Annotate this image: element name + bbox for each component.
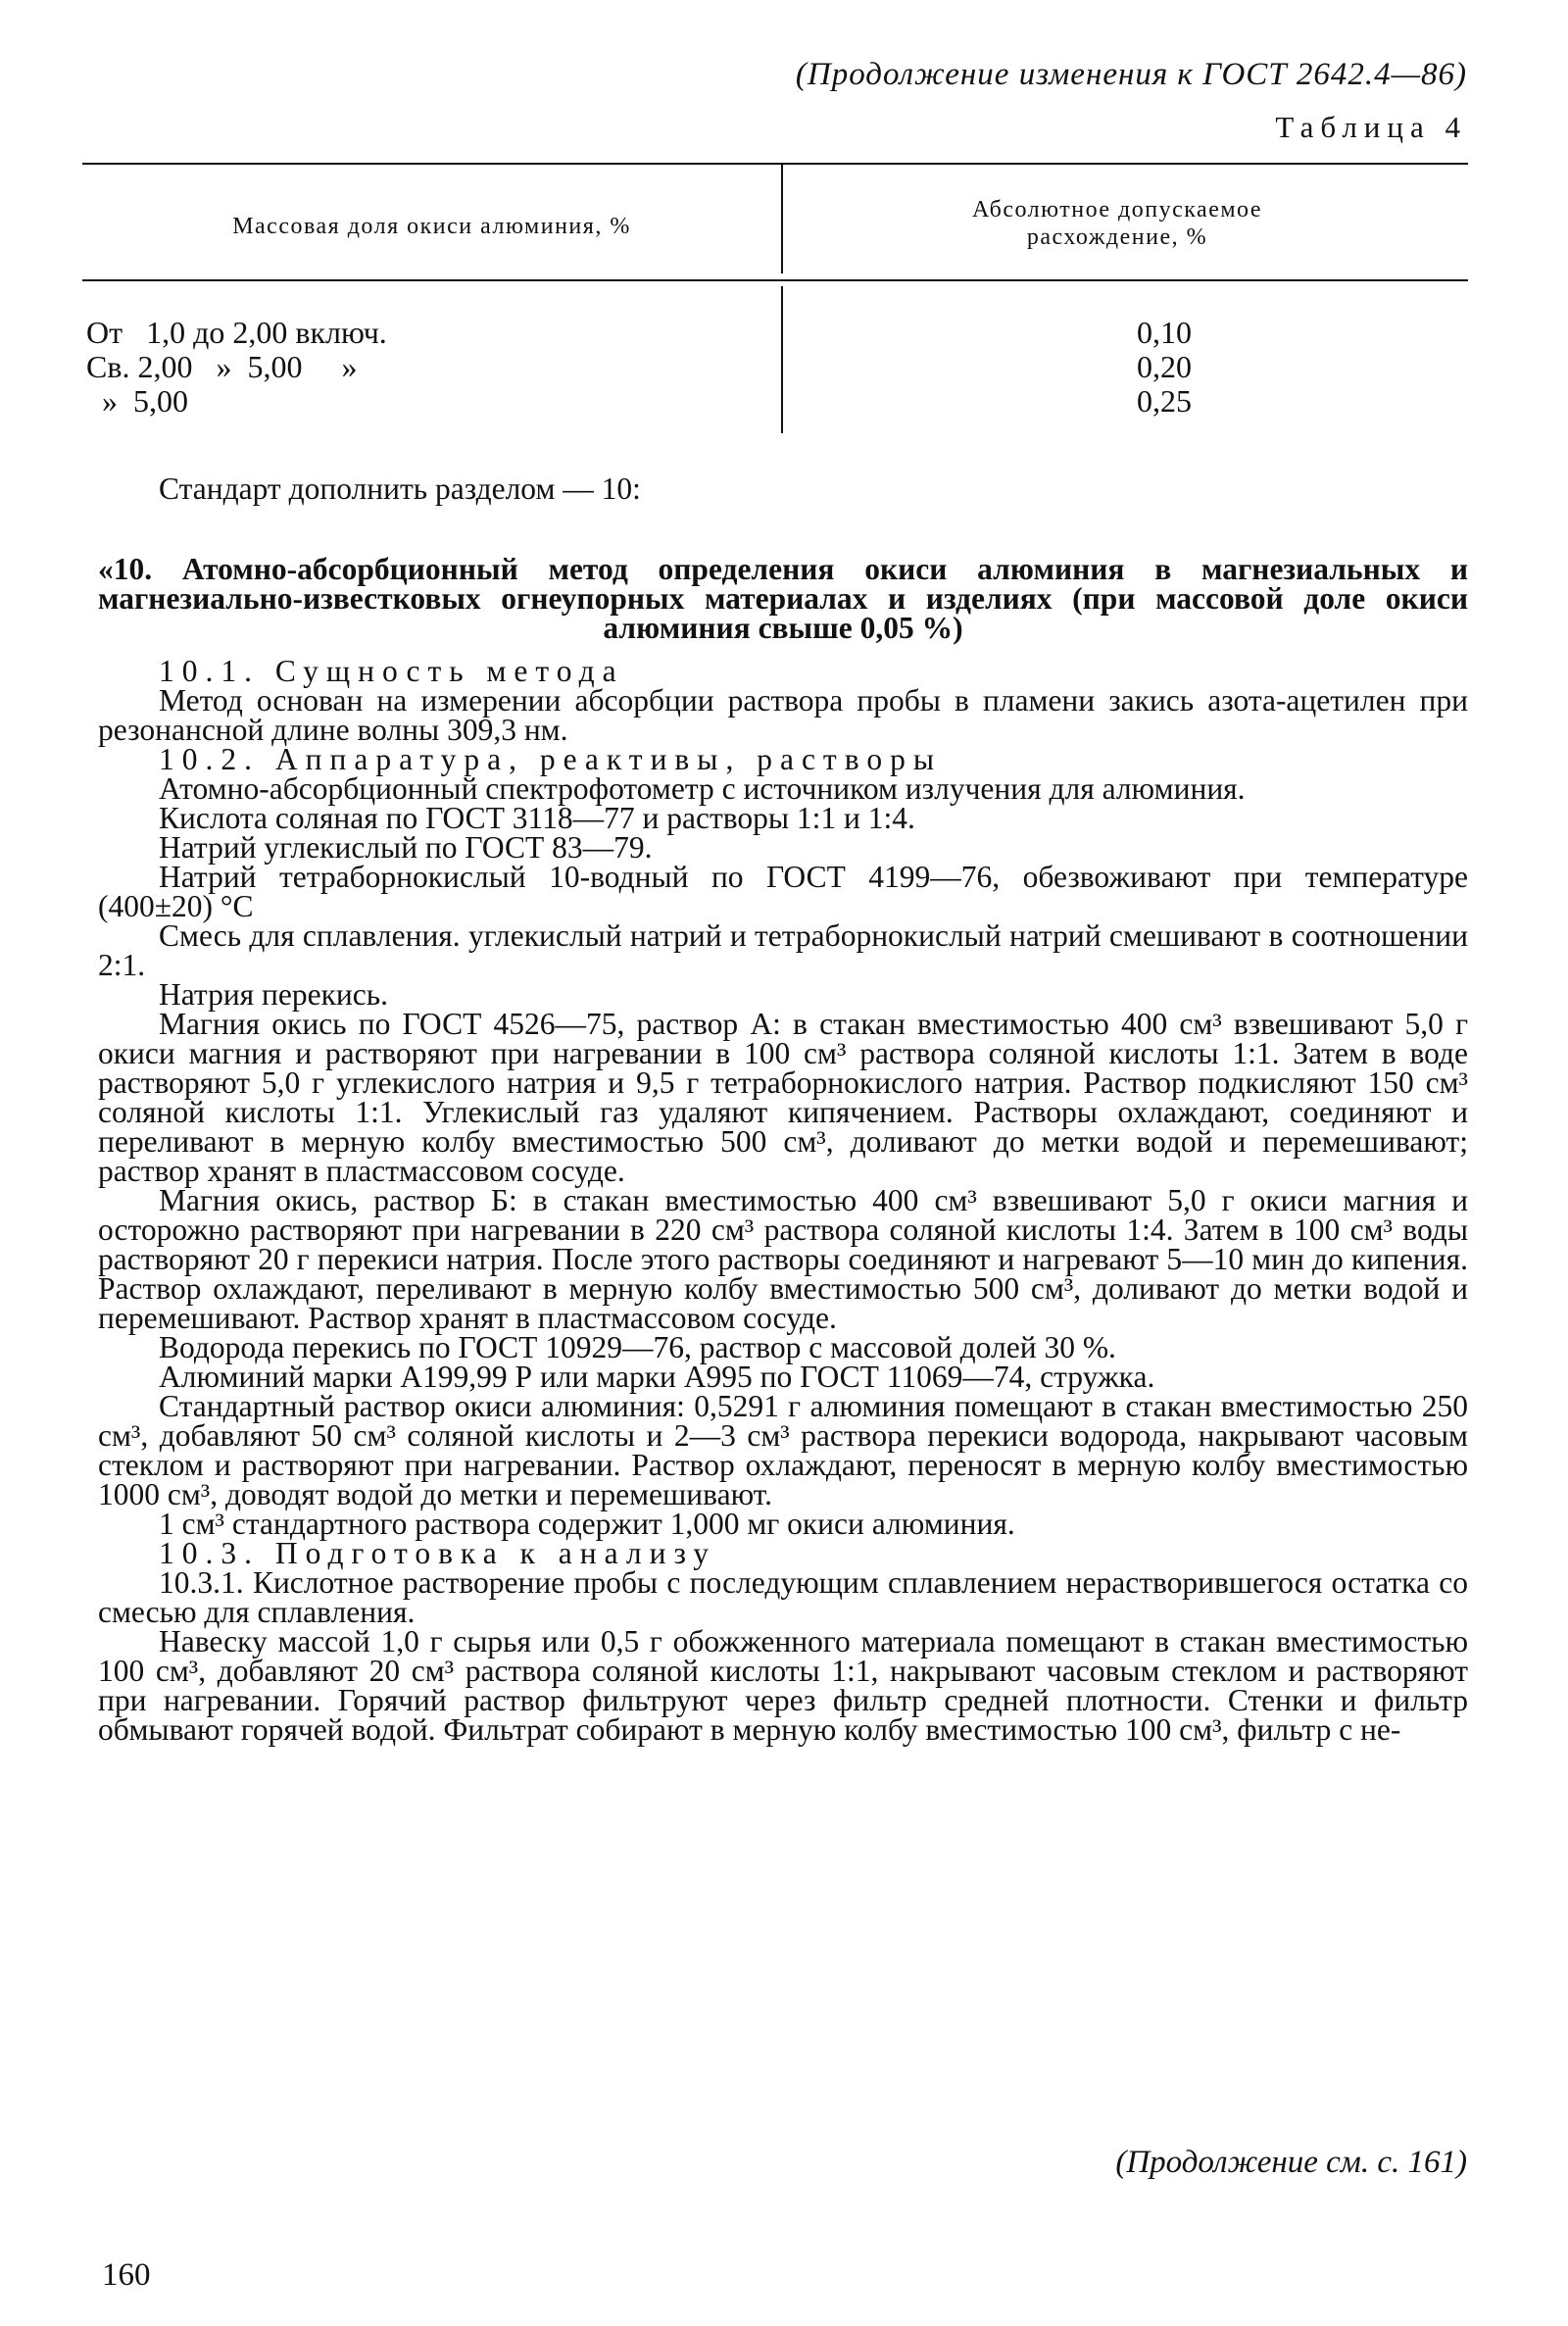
paragraph: Атомно-абсорбционный спектрофотометр с источником излучения для алюминия. bbox=[159, 771, 1246, 806]
paragraph: Магния окись по ГОСТ 4526—75, раствор А: в стакан вместимостью 400 см³ взвешивают 5,0 г окиси магния и растворяют при нагревании в 100 см³ раствора соляной кислоты 1:1. Затем в воде растворяют 5,0 г углекислого натрия и 9,5 г тетраборнокислого натрия. Раствор подкисляют 150 см³ соляной кислоты 1:1. Углекислый газ удаляют кипячением. Растворы охлаждают, соединяют и переливают в мерную колбу вместимостью 500 см³, доливают до метки водой и перемешивают; раствор хранят в пластмассовом сосуде. bbox=[98, 1007, 1468, 1188]
paragraph: 1 см³ стандартного раствора содержит 1,000 мг окиси алюминия. bbox=[159, 1507, 1015, 1541]
table-header-rule bbox=[82, 279, 1468, 281]
table-row-value: 0,20 bbox=[1137, 349, 1192, 384]
paragraph: Метод основан на измерении абсорбции раствора пробы в пламени закись азота-ацетилен при резонансной длине волны 309,3 нм. bbox=[98, 683, 1468, 747]
table-header-divider bbox=[781, 165, 783, 273]
document-body bbox=[98, 471, 1468, 1747]
table-row-value: 0,10 bbox=[1137, 315, 1192, 350]
table-top-rule bbox=[82, 163, 1468, 165]
table-row-range: От 1,0 до 2,00 включ. bbox=[86, 315, 387, 350]
paragraph: Стандарт дополнить разделом — 10: bbox=[159, 471, 641, 506]
table-body-divider bbox=[781, 286, 783, 433]
table-row-range: » 5,00 bbox=[86, 383, 188, 419]
running-header: (Продолжение изменения к ГОСТ 2642.4—86) bbox=[795, 57, 1467, 92]
column-header-tolerance: Абсолютное допускаемое расхождение, % bbox=[972, 197, 1262, 250]
table-row-range: Св. 2,00 » 5,00 » bbox=[86, 349, 358, 384]
section-title: «10. Атомно-абсорбционный метод определения окиси алюминия в магнезиальных и магнезиально-известковых огнеупорных материалах и изделиях (при массовой доле окиси алюминия свыше 0,05 %) bbox=[98, 552, 1468, 645]
column-header-mass-fraction: Массовая доля окиси алюминия, % bbox=[232, 214, 631, 239]
paragraph: 10.3.1. Кислотное растворение пробы с последующим сплавлением нерастворившегося остатка со смесью для сплавления. bbox=[98, 1565, 1468, 1629]
continuation-note: (Продолжение см. с. 161) bbox=[1115, 2145, 1467, 2180]
table-label: Таблица 4 bbox=[1275, 110, 1467, 144]
paragraph: Натрий углекислый по ГОСТ 83—79. bbox=[159, 830, 653, 865]
paragraph: Натрий тетраборнокислый 10-водный по ГОСТ 4199—76, обезвоживают при температуре (400±20) °С bbox=[98, 860, 1468, 923]
page-number: 160 bbox=[102, 2257, 151, 2293]
section-heading: 10.2. Аппаратура, реактивы, растворы bbox=[159, 742, 943, 776]
paragraph: Магния окись, раствор Б: в стакан вместимостью 400 см³ взвешивают 5,0 г окиси магния и осторожно растворяют при нагревании в 220 см³ раствора соляной кислоты 1:4. Затем в 100 см³ воды растворяют 20 г перекиси натрия. После этого растворы соединяют и нагревают 5—10 мин до кипения. Раствор охлаждают, переливают в мерную колбу вместимостью 500 см³, доливают до метки водой и перемешивают. Раствор хранят в пластмассовом сосуде. bbox=[98, 1183, 1468, 1335]
paragraph: Навеску массой 1,0 г сырья или 0,5 г обожженного материала помещают в стакан вместимостью 100 см³, добавляют 20 см³ раствора соляной кислоты 1:1, накрывают часовым стеклом и растворяют при нагревании. Горячий раствор фильтруют через фильтр средней плотности. Стенки и фильтр обмывают горячей водой. Фильтрат собирают в мерную колбу вместимостью 100 см³, фильтр с не- bbox=[98, 1624, 1468, 1747]
paragraph: Смесь для сплавления. углекислый натрий и тетраборнокислый натрий смешивают в соотношении 2:1. bbox=[98, 918, 1468, 982]
paragraph: Кислота соляная по ГОСТ 3118—77 и растворы 1:1 и 1:4. bbox=[159, 801, 915, 835]
paragraph: Водорода перекись по ГОСТ 10929—76, раствор с массовой долей 30 %. bbox=[159, 1330, 1116, 1364]
paragraph: Натрия перекись. bbox=[159, 977, 388, 1012]
paragraph: Стандартный раствор окиси алюминия: 0,5291 г алюминия помещают в стакан вместимостью 250 см³, добавляют 50 см³ соляной кислоты и 2—3 см³ раствора перекиси водорода, накрывают часовым стеклом и растворяют при нагревании. Раствор охлаждают, переносят в мерную колбу вместимостью 1000 см³, доводят водой до метки и перемешивают. bbox=[98, 1389, 1468, 1511]
paragraph: Алюминий марки А199,99 Р или марки А995 по ГОСТ 11069—74, стружка. bbox=[159, 1360, 1155, 1394]
section-heading: 10.3. Подготовка к анализу bbox=[159, 1536, 717, 1570]
table-row-value: 0,25 bbox=[1137, 383, 1192, 419]
section-heading: 10.1. Сущность метода bbox=[159, 654, 624, 688]
